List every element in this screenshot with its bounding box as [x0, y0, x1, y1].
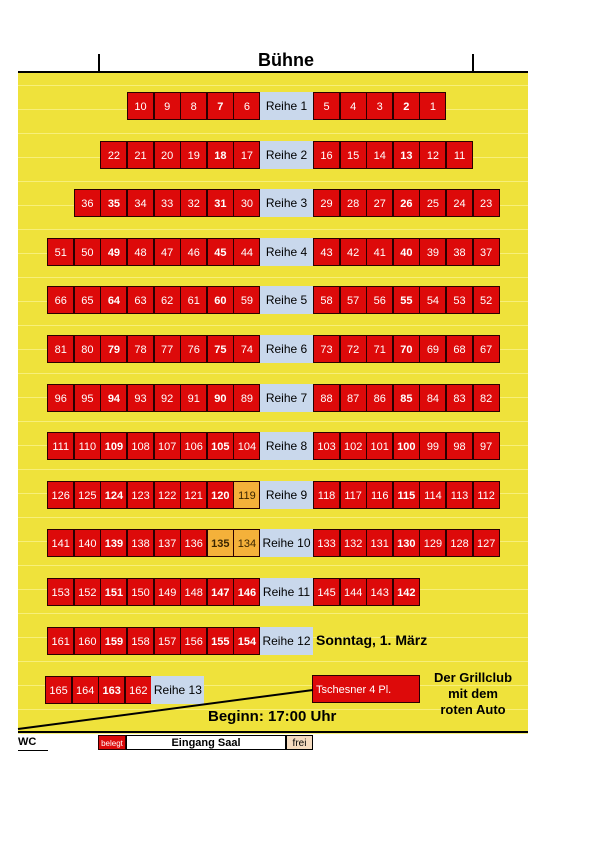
seat-25[interactable]: 25	[419, 189, 446, 217]
seat-55[interactable]: 55	[393, 286, 420, 314]
legend-frei: frei	[286, 735, 313, 750]
seat-21[interactable]: 21	[127, 141, 154, 169]
seat-20[interactable]: 20	[154, 141, 181, 169]
seat-137[interactable]: 137	[154, 529, 181, 557]
seat-95[interactable]: 95	[74, 384, 101, 412]
seat-35[interactable]: 35	[100, 189, 127, 217]
row-label: Reihe 6	[260, 335, 313, 363]
seat-139[interactable]: 139	[100, 529, 127, 557]
seat-127[interactable]: 127	[473, 529, 500, 557]
seat-120[interactable]: 120	[207, 481, 234, 509]
seat-81[interactable]: 81	[47, 335, 74, 363]
seat-73[interactable]: 73	[313, 335, 340, 363]
seat-152[interactable]: 152	[74, 578, 101, 606]
seat-65[interactable]: 65	[74, 286, 101, 314]
seat-89[interactable]: 89	[233, 384, 260, 412]
seat-107[interactable]: 107	[154, 432, 181, 460]
seat-90[interactable]: 90	[207, 384, 234, 412]
seat-22[interactable]: 22	[100, 141, 127, 169]
seat-99[interactable]: 99	[419, 432, 446, 460]
legend-belegt: belegt	[98, 735, 126, 750]
seat-28[interactable]: 28	[340, 189, 367, 217]
seat-158[interactable]: 158	[127, 627, 154, 655]
seat-75[interactable]: 75	[207, 335, 234, 363]
seat-126[interactable]: 126	[47, 481, 74, 509]
seat-122[interactable]: 122	[154, 481, 181, 509]
seat-163[interactable]: 163	[98, 676, 125, 704]
legend-wc: WC	[18, 735, 48, 751]
seat-86[interactable]: 86	[366, 384, 393, 412]
seat-27[interactable]: 27	[366, 189, 393, 217]
seat-109[interactable]: 109	[100, 432, 127, 460]
seat-143[interactable]: 143	[366, 578, 393, 606]
seat-60[interactable]: 60	[207, 286, 234, 314]
start-time: Beginn: 17:00 Uhr	[208, 708, 337, 725]
seat-130[interactable]: 130	[393, 529, 420, 557]
seat-47[interactable]: 47	[154, 238, 181, 266]
seat-41[interactable]: 41	[366, 238, 393, 266]
seat-146[interactable]: 146	[233, 578, 260, 606]
seat-93[interactable]: 93	[127, 384, 154, 412]
seat-83[interactable]: 83	[446, 384, 473, 412]
seat-145[interactable]: 145	[313, 578, 340, 606]
seat-43[interactable]: 43	[313, 238, 340, 266]
seat-94[interactable]: 94	[100, 384, 127, 412]
row-label: Reihe 8	[260, 432, 313, 460]
event-date: Sonntag, 1. März	[316, 632, 428, 648]
seat-135[interactable]: 135	[207, 529, 234, 557]
seat-18[interactable]: 18	[207, 141, 234, 169]
seat-68[interactable]: 68	[446, 335, 473, 363]
seat-11[interactable]: 11	[446, 141, 473, 169]
seat-85[interactable]: 85	[393, 384, 420, 412]
row-label: Reihe 11	[260, 578, 313, 606]
seat-56[interactable]: 56	[366, 286, 393, 314]
seat-162[interactable]: 162	[125, 676, 152, 704]
seat-129[interactable]: 129	[419, 529, 446, 557]
seat-49[interactable]: 49	[100, 238, 127, 266]
seat-113[interactable]: 113	[446, 481, 473, 509]
row-label: Reihe 9	[260, 481, 313, 509]
seat-31[interactable]: 31	[207, 189, 234, 217]
seat-161[interactable]: 161	[47, 627, 74, 655]
seat-136[interactable]: 136	[180, 529, 207, 557]
seat-106[interactable]: 106	[180, 432, 207, 460]
seat-156[interactable]: 156	[180, 627, 207, 655]
seat-117[interactable]: 117	[340, 481, 367, 509]
seat-32[interactable]: 32	[180, 189, 207, 217]
seat-114[interactable]: 114	[419, 481, 446, 509]
seat-159[interactable]: 159	[100, 627, 127, 655]
row-label: Reihe 1	[260, 92, 313, 120]
seat-103[interactable]: 103	[313, 432, 340, 460]
seat-23[interactable]: 23	[473, 189, 500, 217]
seat-116[interactable]: 116	[366, 481, 393, 509]
seat-59[interactable]: 59	[233, 286, 260, 314]
stage-label: Bühne	[258, 50, 314, 70]
seat-123[interactable]: 123	[127, 481, 154, 509]
seat-17[interactable]: 17	[233, 141, 260, 169]
group-note-line: mit dem	[448, 686, 498, 701]
seat-138[interactable]: 138	[127, 529, 154, 557]
seat-74[interactable]: 74	[233, 335, 260, 363]
seat-33[interactable]: 33	[154, 189, 181, 217]
seat-44[interactable]: 44	[233, 238, 260, 266]
seat-12[interactable]: 12	[419, 141, 446, 169]
seat-16[interactable]: 16	[313, 141, 340, 169]
seat-57[interactable]: 57	[340, 286, 367, 314]
seat-111[interactable]: 111	[47, 432, 74, 460]
row-label: Reihe 10	[260, 529, 313, 557]
seat-40[interactable]: 40	[393, 238, 420, 266]
row-label: Reihe 4	[260, 238, 313, 266]
legend-entrance: Eingang Saal	[126, 735, 286, 750]
seat-54[interactable]: 54	[419, 286, 446, 314]
group-note-line: Der Grillclub	[433, 670, 513, 685]
seat-125[interactable]: 125	[74, 481, 101, 509]
seat-124[interactable]: 124	[100, 481, 127, 509]
seat-105[interactable]: 105	[207, 432, 234, 460]
seat-97[interactable]: 97	[473, 432, 500, 460]
seat-101[interactable]: 101	[366, 432, 393, 460]
seat-131[interactable]: 131	[366, 529, 393, 557]
seat-69[interactable]: 69	[419, 335, 446, 363]
seat-64[interactable]: 64	[100, 286, 127, 314]
seat-19[interactable]: 19	[180, 141, 207, 169]
seat-53[interactable]: 53	[446, 286, 473, 314]
seat-52[interactable]: 52	[473, 286, 500, 314]
seat-142[interactable]: 142	[393, 578, 420, 606]
seat-50[interactable]: 50	[74, 238, 101, 266]
seat-6[interactable]: 6	[233, 92, 260, 120]
seat-115[interactable]: 115	[393, 481, 420, 509]
seat-4[interactable]: 4	[340, 92, 367, 120]
seat-48[interactable]: 48	[127, 238, 154, 266]
seat-38[interactable]: 38	[446, 238, 473, 266]
seat-133[interactable]: 133	[313, 529, 340, 557]
seat-63[interactable]: 63	[127, 286, 154, 314]
seat-30[interactable]: 30	[233, 189, 260, 217]
seat-36[interactable]: 36	[74, 189, 101, 217]
row-label: Reihe 7	[260, 384, 313, 412]
seat-147[interactable]: 147	[207, 578, 234, 606]
seat-37[interactable]: 37	[473, 238, 500, 266]
seat-132[interactable]: 132	[340, 529, 367, 557]
seat-76[interactable]: 76	[180, 335, 207, 363]
seat-104[interactable]: 104	[233, 432, 260, 460]
seat-102[interactable]: 102	[340, 432, 367, 460]
seat-13[interactable]: 13	[393, 141, 420, 169]
seat-80[interactable]: 80	[74, 335, 101, 363]
seat-78[interactable]: 78	[127, 335, 154, 363]
seat-140[interactable]: 140	[74, 529, 101, 557]
row-label: Reihe 5	[260, 286, 313, 314]
seat-71[interactable]: 71	[366, 335, 393, 363]
row-label: Reihe 2	[260, 141, 313, 169]
seat-92[interactable]: 92	[154, 384, 181, 412]
seat-15[interactable]: 15	[340, 141, 367, 169]
seat-128[interactable]: 128	[446, 529, 473, 557]
seat-154[interactable]: 154	[233, 627, 260, 655]
seat-157[interactable]: 157	[154, 627, 181, 655]
row-label: Reihe 3	[260, 189, 313, 217]
seat-96[interactable]: 96	[47, 384, 74, 412]
seat-91[interactable]: 91	[180, 384, 207, 412]
hall-bottom-line	[18, 731, 528, 733]
seat-7[interactable]: 7	[207, 92, 234, 120]
seat-45[interactable]: 45	[207, 238, 234, 266]
seat-3[interactable]: 3	[366, 92, 393, 120]
seat-98[interactable]: 98	[446, 432, 473, 460]
seat-79[interactable]: 79	[100, 335, 127, 363]
seat-82[interactable]: 82	[473, 384, 500, 412]
seat-29[interactable]: 29	[313, 189, 340, 217]
row-label: Reihe 13	[151, 676, 204, 704]
seat-39[interactable]: 39	[419, 238, 446, 266]
seat-66[interactable]: 66	[47, 286, 74, 314]
seat-121[interactable]: 121	[180, 481, 207, 509]
seat-149[interactable]: 149	[154, 578, 181, 606]
reservation-label: Tschesner 4 Pl.	[316, 684, 392, 696]
seat-148[interactable]: 148	[180, 578, 207, 606]
seat-160[interactable]: 160	[74, 627, 101, 655]
seat-26[interactable]: 26	[393, 189, 420, 217]
seat-61[interactable]: 61	[180, 286, 207, 314]
seat-62[interactable]: 62	[154, 286, 181, 314]
seat-134[interactable]: 134	[233, 529, 260, 557]
seat-10[interactable]: 10	[127, 92, 154, 120]
seat-112[interactable]: 112	[473, 481, 500, 509]
seat-58[interactable]: 58	[313, 286, 340, 314]
seat-9[interactable]: 9	[154, 92, 181, 120]
seat-110[interactable]: 110	[74, 432, 101, 460]
seat-118[interactable]: 118	[313, 481, 340, 509]
seat-42[interactable]: 42	[340, 238, 367, 266]
seat-144[interactable]: 144	[340, 578, 367, 606]
seat-153[interactable]: 153	[47, 578, 74, 606]
seat-141[interactable]: 141	[47, 529, 74, 557]
seat-150[interactable]: 150	[127, 578, 154, 606]
seat-34[interactable]: 34	[127, 189, 154, 217]
seat-51[interactable]: 51	[47, 238, 74, 266]
row-label: Reihe 12	[260, 627, 313, 655]
seat-88[interactable]: 88	[313, 384, 340, 412]
seat-164[interactable]: 164	[72, 676, 99, 704]
seat-2[interactable]: 2	[393, 92, 420, 120]
seat-77[interactable]: 77	[154, 335, 181, 363]
seat-155[interactable]: 155	[207, 627, 234, 655]
seat-67[interactable]: 67	[473, 335, 500, 363]
seat-14[interactable]: 14	[366, 141, 393, 169]
seat-1[interactable]: 1	[419, 92, 446, 120]
seat-5[interactable]: 5	[313, 92, 340, 120]
seat-8[interactable]: 8	[180, 92, 207, 120]
seat-87[interactable]: 87	[340, 384, 367, 412]
seat-108[interactable]: 108	[127, 432, 154, 460]
seat-46[interactable]: 46	[180, 238, 207, 266]
seat-84[interactable]: 84	[419, 384, 446, 412]
seat-100[interactable]: 100	[393, 432, 420, 460]
group-note-line: roten Auto	[440, 702, 506, 717]
seat-24[interactable]: 24	[446, 189, 473, 217]
seat-70[interactable]: 70	[393, 335, 420, 363]
seat-72[interactable]: 72	[340, 335, 367, 363]
seat-165[interactable]: 165	[45, 676, 72, 704]
seat-151[interactable]: 151	[100, 578, 127, 606]
seat-119[interactable]: 119	[233, 481, 260, 509]
